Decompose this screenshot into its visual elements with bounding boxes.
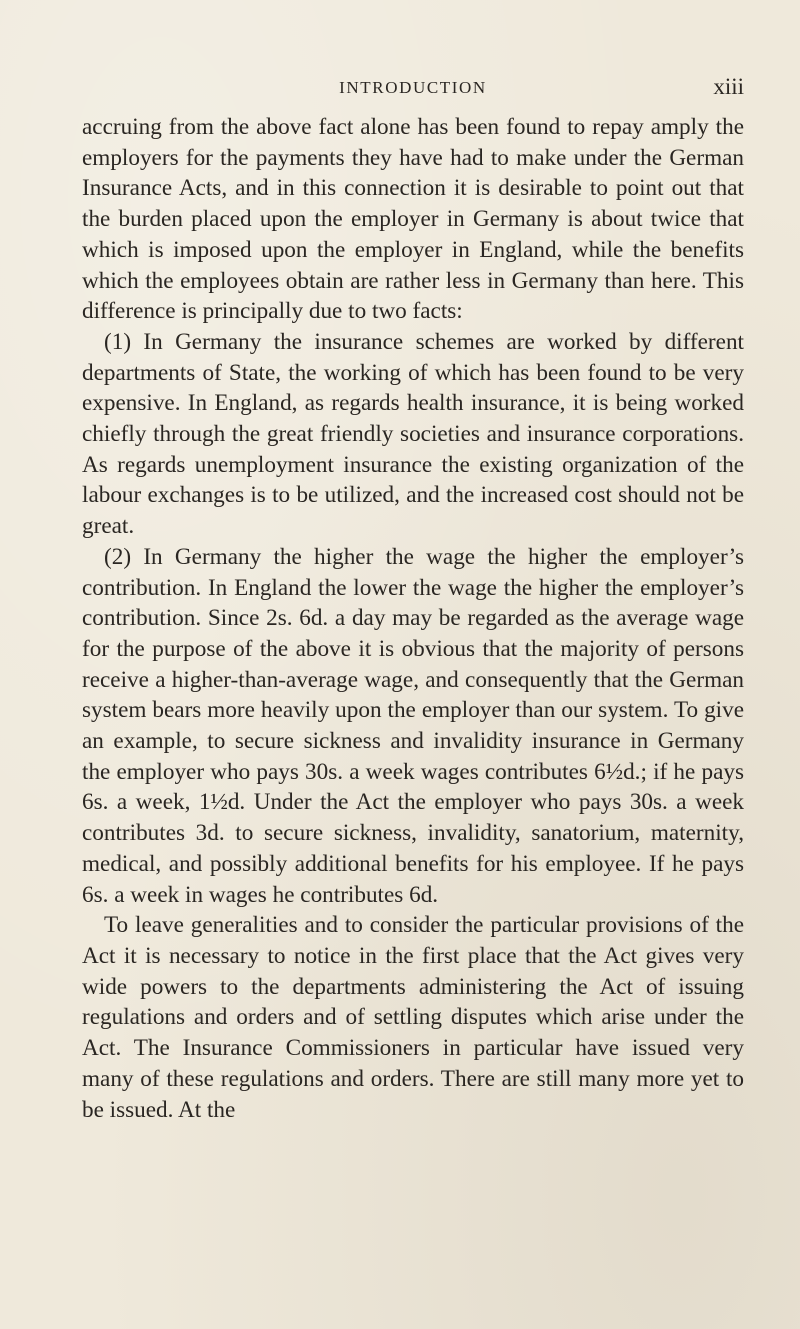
running-head: INTRODUCTION <box>339 78 487 97</box>
body-text <box>82 112 744 1125</box>
paragraph-continuation: accruing from the above fact alone has been found to repay amply the employers for the payments they have had to make under the German Insurance Acts, and in this connection it is desirable to point out that the burden placed upon the employer in Germany is about twice that which is imposed upon the employer in England, while the benefits which the employees obtain are rather less in Germany than here. This difference is principally due to two facts: <box>82 114 744 325</box>
page-number: xiii <box>713 74 744 99</box>
paragraph-point-2: (2) In Germany the higher the wage the higher the employer’s contribution. In England the lower the wage the higher the employer’s contribution. Since 2s. 6d. a day may be regarded as the average wage for the purpose of the above it is obvious that the majority of persons receive a higher-than-average wage, and consequently that the German system bears more heavily upon the employer than our system. To give an example, to secure sickness and invalidity insurance in Germany the employer who pays 30s. a week wages contributes 6½d.; if he pays 6s. a week, 1½d. Under the Act the employer who pays 30s. a week contributes 3d. to secure sickness, invalidity, sanatorium, maternity, medical, and possibly additional benefits for his employee. If he pays 6s. a week in wages he contributes 6d. <box>82 543 744 908</box>
paragraph-provisions: To leave generalities and to consider the particular provisions of the Act it is necessary to notice in the first place that the Act gives very wide powers to the departments administering the Act of issuing regulations and orders and of settling disputes which arise under the Act. The Insurance Commissioners in particular have issued very many of these regulations and orders. There are still many more yet to be issued. At the <box>82 912 744 1123</box>
paragraph-point-1: (1) In Germany the insurance schemes are worked by different departments of State, the working of which has been found to be very expensive. In England, as regards health insurance, it is being worked chiefly through the great friendly societies and insurance corporations. As regards unemployment insurance the existing organization of the labour exchanges is to be utilized, and the increased cost should not be great. <box>82 328 744 540</box>
page-header <box>82 70 744 110</box>
